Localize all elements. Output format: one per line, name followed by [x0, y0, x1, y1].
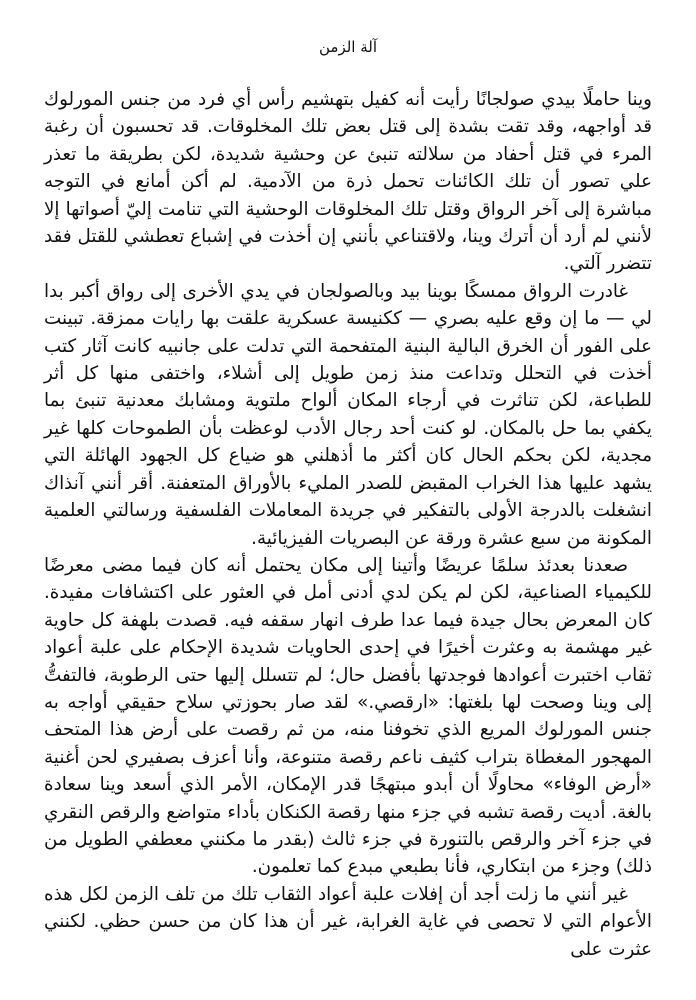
running-header: آلة الزمن — [318, 38, 377, 56]
body-text — [44, 86, 652, 963]
paragraph: وينا حاملًا بيدي صولجانًا رأيت أنه كفيل بتهشيم رأس أي فرد من جنس المورلوك قد أواجهه، وقد تقت بشدة إلى قتل بعض تلك المخلوقات. قد تحسبون أن رغبة المرء في قتل أحفاد من سلالته تنبئ عن وحشية شديدة، لكن بطريقة ما تعذر علي تصور أن تلك الكائنات تحمل ذرة من الآدمية. لم أكن أمانع في التوجه مباشرة إلى آخر الرواق وقتل تلك المخلوقات الوحشية التي تنامت إليّ أصواتها إلا لأنني لم أرد أن أترك وينا، ولاقتناعي بأنني إن أخذت في إشباع تعطشي للقتل فقد تتضرر آلتي. — [44, 89, 652, 275]
paragraph: صعدنا بعدئذ سلمًا عريضًا وأتينا إلى مكان يحتمل أنه كان فيما مضى معرضًا للكيمياء الصناعية، لكن لم يكن لدي أدنى أمل في العثور على اكتشافات مفيدة. كان المعرض بحال جيدة فيما عدا طرف انهار سقفه فيه. قصدت بلهفة كل حاوية غير مهشمة به وعثرت أخيرًا في إحدى الحاويات شديدة الإحكام على علبة أعواد ثقاب اختبرت أعوادها فوجدتها بأفضل حال؛ لم تتسلل إليها حتى الرطوبة، فالتفتُّ إلى وينا وصحت لها بلغتها: «ارقصي.» لقد صار بحوزتي سلاح حقيقي أواجه به جنس المورلوك المريع الذي تخوفنا منه، من ثم رقصت على أرض هذا المتحف المهجور المغطاة بتراب كثيف ناعم رقصة متنوعة، وأنا أعزف بصفيري لحن أغنية «أرض الوفاء» محاولًا أن أبدو مبتهجًا قدر الإمكان، الأمر الذي أسعد وينا سعادة بالغة. أديت رقصة تشبه في جزء منها رقصة الكنكان بأداء متواضع والرقص النقري في جزء آخر والرقص بالتنورة في جزء ثالث (بقدر ما مكنني معطفي الطويل من ذلك) وجزء من ابتكاري، فأنا بطبعي مبدع كما تعلمون. — [44, 554, 652, 878]
paragraph: غير أنني ما زلت أجد أن إفلات علبة أعواد الثقاب تلك من تلف الزمن لكل هذه الأعوام التي لا تحصى في غاية الغرابة، غير أن هذا كان من حسن حظي. لكنني عثرت على — [44, 883, 652, 960]
paragraph: غادرت الرواق ممسكًا بوينا بيد وبالصولجان في يدي الأخرى إلى رواق أكبر بدا لي — ما إن وقع عليه بصري — ككنيسة عسكرية علقت بها رايات ممزقة. تبينت على الفور أن الخرق البالية البنية المتفحمة التي تدلت على جانبيه كانت آثار كتب أخذت في التحلل وتداعت منذ زمن طويل إلى أشلاء، واختفى منها كل أثر للطباعة، لكن تناثرت في أرجاء المكان ألواح ملتوية ومشابك معدنية تنبئ بما يكفي بما حل بالمكان. لو كنت أحد رجال الأدب لوعظت بأن الطموحات كلها غير مجدية، لكن بحكم الحال كان أكثر ما أذهلني هو ضياع كل الجهود الهائلة التي يشهد عليها هذا الخراب المقبض للصدر المليء بالأوراق المتعفنة. أقر أنني آنذاك انشغلت بالدرجة الأولى بالتفكير في جريدة المعاملات الفلسفية ورسالتي العلمية المكونة من سبع عشرة ورقة عن البصريات الفيزيائية. — [44, 280, 652, 549]
